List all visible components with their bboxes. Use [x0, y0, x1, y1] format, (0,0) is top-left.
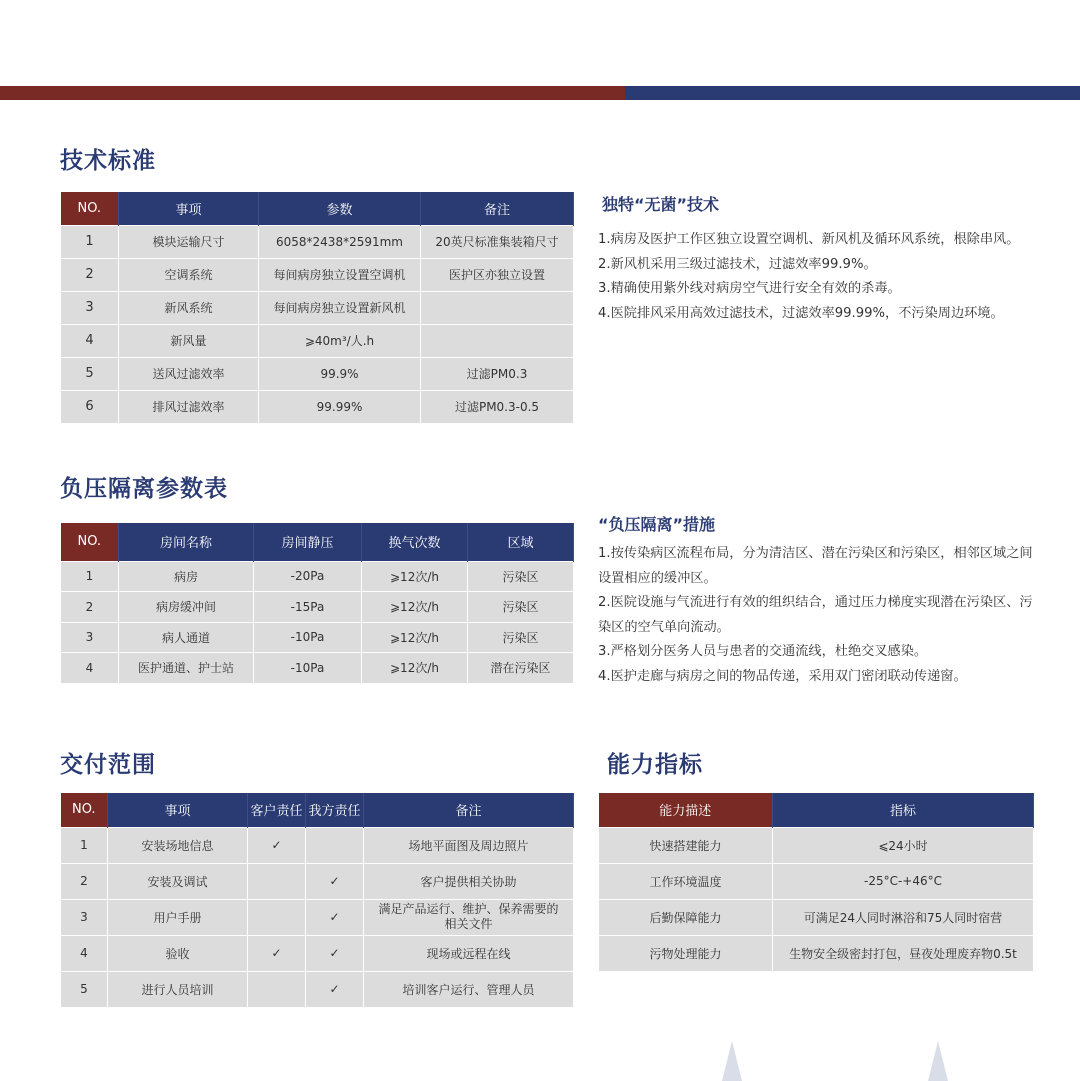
table-row — [61, 225, 574, 258]
list-item: 3.精确使用紫外线对病房空气进行安全有效的杀毒。 — [598, 281, 901, 296]
table-header-row — [61, 523, 574, 561]
cell-air-changes: ⩾12次/h — [362, 653, 468, 684]
cell-indicator: 可满足24人同时淋浴和75人同时宿营 — [773, 899, 1034, 935]
cell-our-check: ✓ — [306, 863, 364, 899]
header-no: NO. — [61, 793, 108, 827]
cell-no: 1 — [61, 827, 108, 863]
header-no: NO. — [61, 523, 119, 561]
header-air-changes: 换气次数 — [362, 523, 468, 561]
cell-capability: 后勤保障能力 — [599, 899, 773, 935]
cell-zone: 污染区 — [468, 622, 574, 653]
cell-note — [421, 324, 574, 357]
cell-note — [421, 291, 574, 324]
cell-note: 现场或远程在线 — [364, 935, 574, 971]
cell-item: 用户手册 — [108, 899, 248, 935]
delivery-title: 交付范围 — [60, 752, 156, 778]
header-capability: 能力描述 — [599, 793, 773, 827]
watermark-peak-right — [928, 1041, 948, 1081]
cell-no: 4 — [61, 324, 119, 357]
top-bar-blue — [625, 86, 1080, 100]
top-bar-red — [0, 86, 625, 100]
table-row — [61, 899, 574, 935]
header-item: 事项 — [108, 793, 248, 827]
table-row — [61, 291, 574, 324]
table-row — [599, 899, 1034, 935]
cell-note: 过滤PM0.3-0.5 — [421, 390, 574, 423]
cell-indicator: ⩽24小时 — [773, 827, 1034, 863]
cell-note: 过滤PM0.3 — [421, 357, 574, 390]
header-our-resp: 我方责任 — [306, 793, 364, 827]
cell-item: 进行人员培训 — [108, 971, 248, 1007]
isolation-title: “负压隔离”措施 — [598, 515, 716, 534]
header-item: 事项 — [119, 192, 259, 225]
table-row — [599, 827, 1034, 863]
header-zone: 区域 — [468, 523, 574, 561]
header-pressure: 房间静压 — [254, 523, 362, 561]
cell-param: 每间病房独立设置新风机 — [259, 291, 421, 324]
cell-client-check — [248, 971, 306, 1007]
cell-our-check: ✓ — [306, 935, 364, 971]
list-item: 2.新风机采用三级过滤技术，过滤效率99.9%。 — [598, 256, 877, 272]
table-row — [599, 935, 1034, 971]
tech-standard-table — [60, 192, 574, 424]
cell-zone: 污染区 — [468, 592, 574, 623]
aseptic-title: 独特“无菌”技术 — [602, 195, 720, 214]
cell-air-changes: ⩾12次/h — [362, 592, 468, 623]
table-row — [61, 827, 574, 863]
list-item: 4.医护走廊与病房之间的物品传递，采用双门密闭联动传递窗。 — [598, 668, 967, 684]
cell-item: 空调系统 — [119, 258, 259, 291]
cell-item: 安装及调试 — [108, 863, 248, 899]
header-note: 备注 — [421, 192, 574, 225]
cell-our-check — [306, 827, 364, 863]
cell-zone: 潜在污染区 — [468, 653, 574, 684]
cell-no: 2 — [61, 592, 119, 623]
cell-item: 新风系统 — [119, 291, 259, 324]
table-header-row — [61, 793, 574, 827]
cell-air-changes: ⩾12次/h — [362, 622, 468, 653]
cell-no: 4 — [61, 653, 119, 684]
cell-air-changes: ⩾12次/h — [362, 561, 468, 592]
cell-item: 安装场地信息 — [108, 827, 248, 863]
table-row — [61, 863, 574, 899]
cell-param: 99.99% — [259, 390, 421, 423]
tech-standard-title: 技术标准 — [60, 148, 156, 174]
cell-client-check — [248, 899, 306, 935]
cell-param: 6058*2438*2591mm — [259, 225, 421, 258]
list-item: 3.严格划分医务人员与患者的交通流线，杜绝交叉感染。 — [598, 644, 928, 659]
cell-no: 2 — [61, 258, 119, 291]
table-row — [61, 324, 574, 357]
cell-param: ⩾40m³/人.h — [259, 324, 421, 357]
isolation-list — [598, 542, 1038, 689]
cell-no: 6 — [61, 390, 119, 423]
table-row — [61, 258, 574, 291]
cell-indicator: 生物安全级密封打包，昼夜处理废弃物0.5t — [773, 935, 1034, 971]
cell-note: 培训客户运行、管理人员 — [364, 971, 574, 1007]
cell-client-check — [248, 863, 306, 899]
cell-note: 医护区亦独立设置 — [421, 258, 574, 291]
top-color-bar — [0, 86, 1080, 100]
cell-note: 场地平面图及周边照片 — [364, 827, 574, 863]
cell-client-check: ✓ — [248, 935, 306, 971]
cell-room: 病房缓冲间 — [119, 592, 254, 623]
table-row — [61, 561, 574, 592]
cell-room: 病房 — [119, 561, 254, 592]
cell-item: 模块运输尺寸 — [119, 225, 259, 258]
cell-our-check: ✓ — [306, 899, 364, 935]
cell-no: 5 — [61, 357, 119, 390]
cell-zone: 污染区 — [468, 561, 574, 592]
cell-no: 3 — [61, 291, 119, 324]
list-item: 1.按传染病区流程布局，分为清洁区、潜在污染区和污染区，相邻区域之间设置相应的缓冲区。 — [598, 546, 1033, 586]
table-row — [61, 653, 574, 684]
header-note: 备注 — [364, 793, 574, 827]
cell-note: 20英尺标准集装箱尺寸 — [421, 225, 574, 258]
cell-param: 每间病房独立设置空调机 — [259, 258, 421, 291]
cell-no: 2 — [61, 863, 108, 899]
table-row — [599, 863, 1034, 899]
cell-note: 满足产品运行、维护、保养需要的相关文件 — [364, 899, 574, 935]
cell-room: 医护通道、护士站 — [119, 653, 254, 684]
cell-pressure: -10Pa — [254, 653, 362, 684]
table-row — [61, 592, 574, 623]
header-room: 房间名称 — [119, 523, 254, 561]
cell-item: 验收 — [108, 935, 248, 971]
header-indicator: 指标 — [773, 793, 1034, 827]
cell-note: 客户提供相关协助 — [364, 863, 574, 899]
pressure-table — [60, 523, 574, 684]
table-header-row — [599, 793, 1034, 827]
aseptic-list — [598, 228, 1058, 326]
cell-no: 5 — [61, 971, 108, 1007]
cell-capability: 快速搭建能力 — [599, 827, 773, 863]
cell-no: 3 — [61, 622, 119, 653]
cell-item: 新风量 — [119, 324, 259, 357]
cell-param: 99.9% — [259, 357, 421, 390]
cell-capability: 工作环境温度 — [599, 863, 773, 899]
cell-pressure: -20Pa — [254, 561, 362, 592]
cell-room: 病人通道 — [119, 622, 254, 653]
header-client-resp: 客户责任 — [248, 793, 306, 827]
capability-table — [598, 793, 1034, 972]
header-param: 参数 — [259, 192, 421, 225]
cell-no: 1 — [61, 561, 119, 592]
delivery-table — [60, 793, 574, 1008]
cell-our-check: ✓ — [306, 971, 364, 1007]
table-header-row — [61, 192, 574, 225]
cell-no: 3 — [61, 899, 108, 935]
list-item: 4.医院排风采用高效过滤技术，过滤效率99.99%，不污染周边环境。 — [598, 305, 1004, 321]
table-row — [61, 622, 574, 653]
list-item: 2.医院设施与气流进行有效的组织结合，通过压力梯度实现潜在污染区、污染区的空气单向流动。 — [598, 595, 1033, 635]
watermark-peak-left — [722, 1041, 742, 1081]
table-row — [61, 357, 574, 390]
list-item: 1.病房及医护工作区独立设置空调机、新风机及循环风系统，根除串风。 — [598, 232, 1020, 247]
cell-no: 4 — [61, 935, 108, 971]
table-row — [61, 971, 574, 1007]
cell-item: 排风过滤效率 — [119, 390, 259, 423]
table-row — [61, 935, 574, 971]
pressure-table-title: 负压隔离参数表 — [60, 476, 228, 502]
header-no: NO. — [61, 192, 119, 225]
cell-indicator: -25°C-+46°C — [773, 863, 1034, 899]
cell-pressure: -15Pa — [254, 592, 362, 623]
table-row — [61, 390, 574, 423]
cell-client-check: ✓ — [248, 827, 306, 863]
cell-item: 送风过滤效率 — [119, 357, 259, 390]
cell-capability: 污物处理能力 — [599, 935, 773, 971]
cell-no: 1 — [61, 225, 119, 258]
cell-pressure: -10Pa — [254, 622, 362, 653]
capability-title: 能力指标 — [607, 752, 703, 778]
